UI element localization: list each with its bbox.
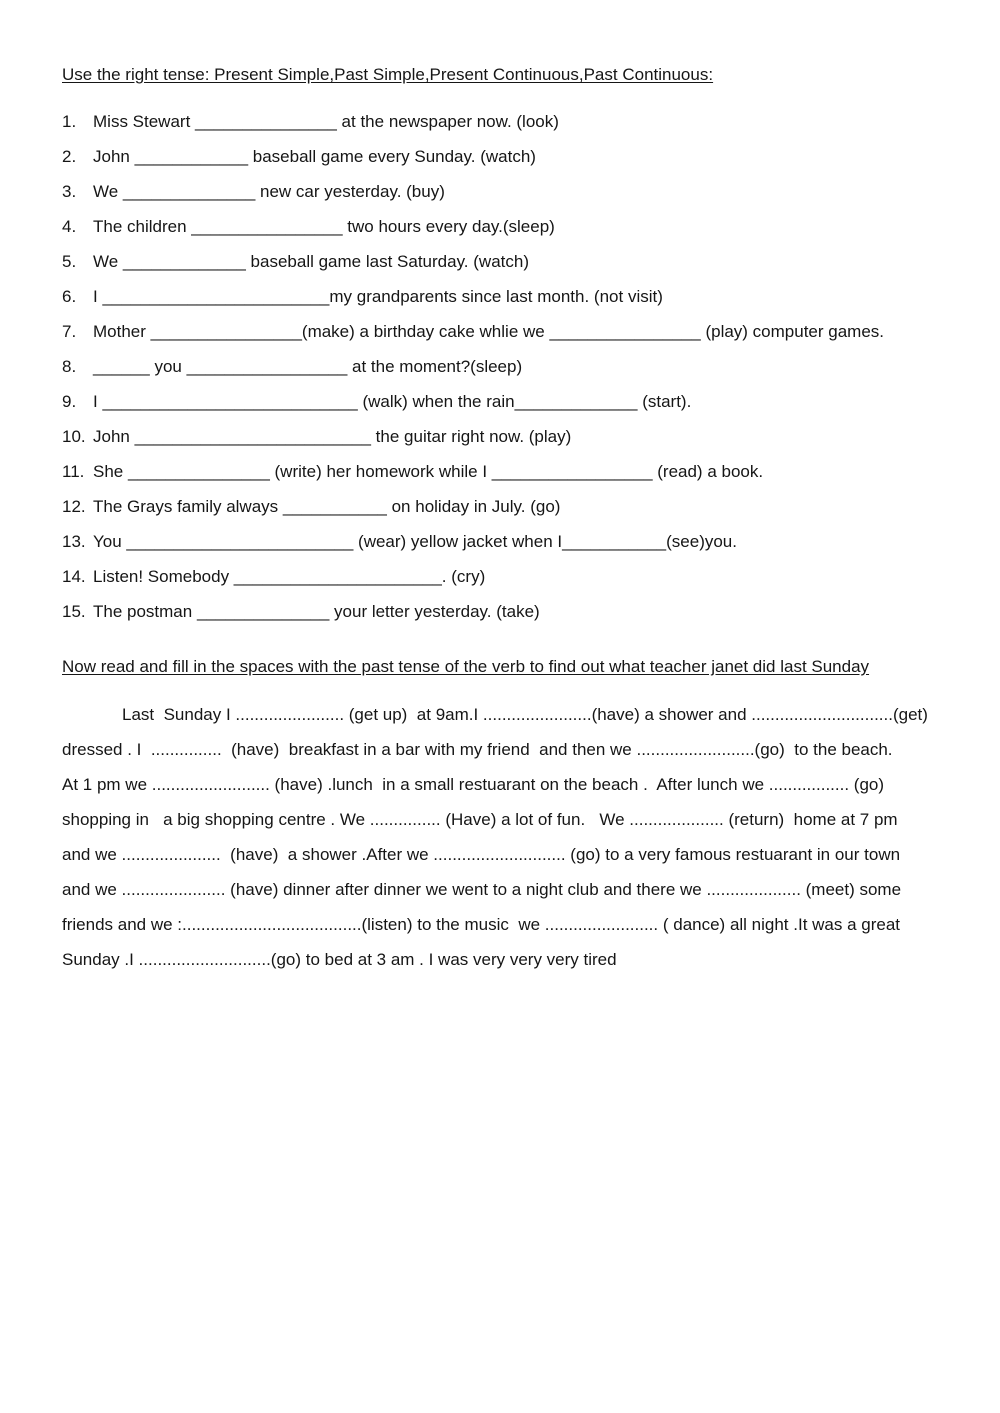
paragraph-line: At 1 pm we ......................... (have) .lunch in a small restuarant on the beach . After lunch we ................. (go) [62,775,885,794]
item-text: We ______________ new car yesterday. (buy) [93,182,445,201]
exercise-item [62,244,962,279]
item-text: The children ________________ two hours every day.(sleep) [93,217,555,236]
exercise-item [62,209,962,244]
paragraph-line: shopping in a big shopping centre . We ............... (Have) a lot of fun. We .................... (return) home at 7 pm [62,810,898,829]
item-text: You ________________________ (wear) yellow jacket when I___________(see)you. [93,532,737,551]
paragraph-line: Sunday .I ............................(go) to bed at 3 am . I was very very very tired [62,950,617,969]
paragraph-line: dressed . I ............... (have) breakfast in a bar with my friend and then we .........................(go) to the beach. [62,740,893,759]
paragraph-line: and we ..................... (have) a shower .After we ............................ (go) to a very famous restuarant in our town [62,845,901,864]
item-text: The postman ______________ your letter yesterday. (take) [93,602,540,621]
exercise-item [62,384,962,419]
paragraph-line: friends and we :......................................(listen) to the music we ........................ ( dance) all night .It was a great [62,915,901,934]
item-text: Mother ________________(make) a birthday cake whlie we ________________ (play) computer games. [93,322,885,341]
item-text: We _____________ baseball game last Saturday. (watch) [93,252,529,271]
item-text: John _________________________ the guitar right now. (play) [93,427,572,446]
exercise-item [62,174,962,209]
item-text: Listen! Somebody ______________________. (cry) [93,567,486,586]
item-number: 4. [62,217,77,236]
exercise-title: Use the right tense: Present Simple,Past Simple,Present Continuous,Past Continuous: [62,65,714,84]
paragraph-line: Last Sunday I ....................... (get up) at 9am.I .......................(have) a shower and ..............................(get) [122,705,928,724]
exercise-item [62,594,962,629]
exercise-item [62,139,962,174]
exercise-item [62,419,962,454]
item-number: 7. [62,322,77,341]
item-text: Miss Stewart _______________ at the newspaper now. (look) [93,112,559,131]
item-number: 9. [62,392,77,411]
exercise-item [62,279,962,314]
exercise-item [62,454,962,489]
reading-title: Now read and fill in the spaces with the past tense of the verb to find out what teacher janet did last Sunday [62,657,870,676]
item-number: 2. [62,147,77,166]
item-number: 15. [62,602,86,621]
item-number: 13. [62,532,86,551]
item-number: 5. [62,252,77,271]
item-number: 1. [62,112,77,131]
item-number: 3. [62,182,77,201]
exercise-list [62,104,962,629]
item-number: 11. [62,462,85,481]
item-number: 8. [62,357,77,376]
item-number: 10. [62,427,86,446]
paragraph-line: and we ...................... (have) dinner after dinner we went to a night club and there we .................... (meet) some [62,880,902,899]
item-text: I ___________________________ (walk) when the rain_____________ (start). [93,392,692,411]
item-number: 6. [62,287,77,306]
exercise-item [62,489,962,524]
item-text: I ________________________my grandparents since last month. (not visit) [93,287,663,306]
item-number: 12. [62,497,86,516]
exercise-item [62,559,962,594]
exercise-item [62,104,962,139]
item-text: John ____________ baseball game every Sunday. (watch) [93,147,536,166]
exercise-item [62,524,962,559]
item-text: ______ you _________________ at the moment?(sleep) [93,357,523,376]
item-number: 14. [62,567,86,586]
exercise-item [62,314,962,349]
item-text: She _______________ (write) her homework while I _________________ (read) a book. [93,462,764,481]
item-text: The Grays family always ___________ on holiday in July. (go) [93,497,561,516]
exercise-item [62,349,962,384]
reading-paragraph [62,697,962,977]
